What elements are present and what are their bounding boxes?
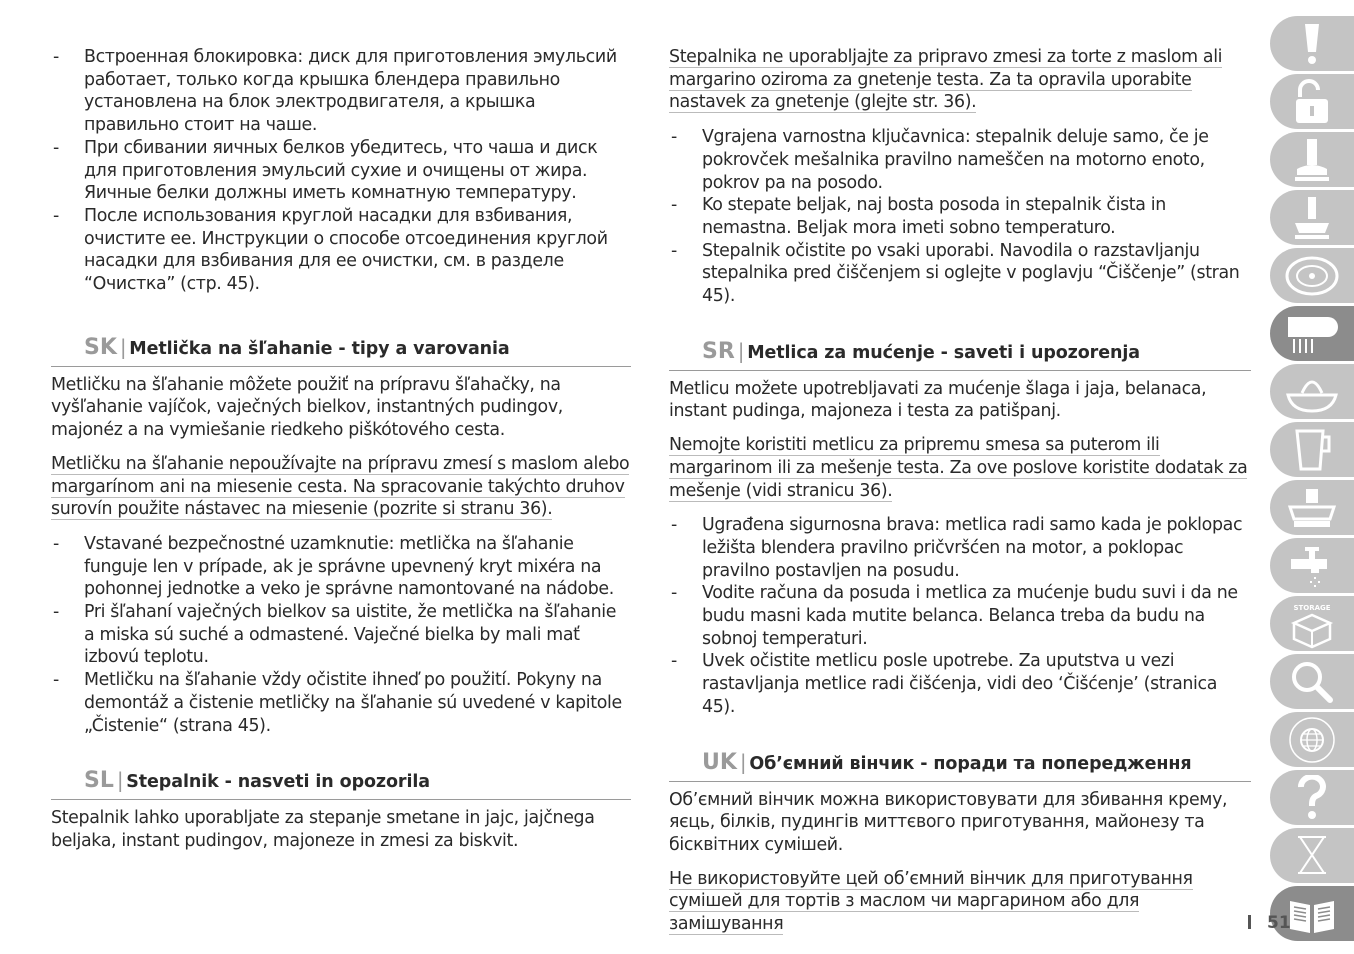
sl-intro: Stepalnik lahko uporabljate za stepanje smetane in jajc, jajčnega beljaka, instant pudingov, majoneze in zmesi za biskvit. bbox=[51, 808, 595, 851]
blender-icon bbox=[1289, 137, 1335, 183]
sl-section-heading: SL | Stepalnik - nasveti in opozorila bbox=[51, 765, 631, 800]
tab-guarantee[interactable] bbox=[1270, 712, 1354, 767]
disc-icon bbox=[1284, 253, 1340, 299]
list-item: - Pri šľahaní vaječných bielkov sa uistite, že metlička na šľahanie a miska sú suché a odmastené. Vaječné bielka by mali mať izbovú teplotu. bbox=[51, 601, 631, 669]
section-title: Об’ємний вінчик - поради та попередження bbox=[749, 753, 1192, 774]
language-code: SK bbox=[84, 334, 117, 360]
warning-line: сумішей для тортів з маслом чи маргарином або для замішування bbox=[669, 891, 1140, 935]
warning-line: margarino oziroma za gnetenje testa. Za ta opravila uporabite bbox=[669, 69, 1192, 90]
whisk-icon bbox=[1282, 311, 1342, 357]
page-number bbox=[1248, 913, 1291, 933]
tab-blender-blade[interactable] bbox=[1270, 190, 1354, 245]
sl-bullet-list bbox=[669, 126, 1251, 308]
sr-section-heading: SR | Metlica za mućenje - saveti i upozorenja bbox=[669, 336, 1251, 371]
sk-intro: Metličku na šľahanie môžete použiť na prípravu šľahačky, na vyšľahanie vajíčok, vaječných bielkov, instantných pudingov, majonéz a na vymiešanie riedkeho piškótového cesta. bbox=[51, 374, 563, 441]
language-code: SR bbox=[702, 338, 735, 364]
uk-warning bbox=[669, 868, 1251, 936]
uk-section-heading: UK | Об’ємний вінчик - поради та попередження bbox=[669, 747, 1251, 782]
book-icon bbox=[1286, 891, 1338, 937]
tap-icon bbox=[1287, 543, 1337, 589]
warning-line: Не використовуйте цей об’ємний вінчик для приготування bbox=[669, 868, 1193, 889]
list-item: - Vgrajena varnostna ključavnica: stepalnik deluje samo, če je pokrovček mešalnika pravilno nameščen na motorno enoto, pokrov pa na posodo. bbox=[669, 126, 1251, 194]
list-item: - Vodite računa da posuda i metlica za mućenje budu suvi i da ne budu masni kada mutite belanca. Belanca treba da budu na sobnoj temperaturi. bbox=[669, 582, 1251, 650]
sk-warning bbox=[51, 453, 631, 521]
section-title: Stepalnik - nasveti in opozorila bbox=[126, 772, 430, 793]
warning-line: Stepalnika ne uporabljajte za pripravo zmesi za torte z maslom ali bbox=[669, 47, 1223, 67]
warning-line: surovín použite nástavec na miesenie (pozrite si stranu 36). bbox=[51, 499, 553, 520]
left-column bbox=[51, 46, 631, 853]
chapter-tabs bbox=[1270, 16, 1354, 944]
warning-line: nastavek za gnetenje (glejte str. 36). bbox=[669, 92, 977, 113]
jug-icon bbox=[1289, 427, 1335, 473]
question-icon bbox=[1295, 775, 1329, 821]
tab-environment[interactable] bbox=[1270, 828, 1354, 883]
tab-disc[interactable] bbox=[1270, 248, 1354, 303]
page-number-divider bbox=[1248, 915, 1251, 929]
list-item: - При сбивании яичных белков убедитесь, что чаша и диск для приготовления эмульсий сухие и очищены от жира. Яичные белки должны иметь комнатную температуру. bbox=[51, 137, 631, 205]
tab-whisk[interactable] bbox=[1270, 306, 1354, 361]
warning-line: margarinom ili za mešenje testa. Za ove poslove koristite dodatak za bbox=[669, 457, 1248, 478]
citrus-press-icon bbox=[1284, 369, 1340, 415]
tab-unlock[interactable] bbox=[1270, 74, 1354, 129]
warning-line: mešenje (vidi stranicu 36). bbox=[669, 480, 893, 501]
tab-cleaning[interactable] bbox=[1270, 538, 1354, 593]
uk-intro: Об’ємний вінчик можна використовувати для збивання крему, яєць, білків, пудингів миттєвого приготування, майонезу та бісквітних сумішей. bbox=[669, 789, 1228, 855]
globe-icon bbox=[1286, 715, 1338, 765]
tab-jug[interactable] bbox=[1270, 422, 1354, 477]
magnifier-icon bbox=[1289, 659, 1335, 705]
hourglass-icon bbox=[1294, 833, 1330, 879]
food-processor-icon bbox=[1284, 485, 1340, 531]
warning-line: Nemojte koristiti metlicu za pripremu smesa sa puterom ili bbox=[669, 435, 1160, 456]
tab-safety[interactable] bbox=[1270, 16, 1354, 71]
list-item: - Vstavané bezpečnostné uzamknutie: metlička na šľahanie funguje len v prípade, ak je správne upevnený kryt mixéra na pohonnej jednotke a veko je správne namontované na nádobe. bbox=[51, 533, 631, 601]
warning-line: Metličku na šľahanie nepoužívajte na prípravu zmesí s maslom alebo bbox=[51, 453, 630, 474]
sr-bullet-list bbox=[669, 514, 1251, 718]
tab-blender[interactable] bbox=[1270, 132, 1354, 187]
unlock-icon bbox=[1292, 79, 1332, 125]
language-code: UK bbox=[702, 749, 737, 775]
storage-box-icon bbox=[1284, 599, 1340, 649]
tab-troubleshooting[interactable] bbox=[1270, 654, 1354, 709]
list-item: - Ugrađena sigurnosna brava: metlica radi samo kada je poklopac ležišta blendera pravilno pričvršćen na motor, a poklopac pravilno postavljen na posudu. bbox=[669, 514, 1251, 582]
tab-questions[interactable] bbox=[1270, 770, 1354, 825]
right-column bbox=[669, 46, 1251, 936]
tab-citrus-press[interactable] bbox=[1270, 364, 1354, 419]
sr-intro: Metlicu možete upotrebljavati za mućenje šlaga i jaja, belanaca, instant pudinga, majoneza i testa za patišpanj. bbox=[669, 378, 1207, 422]
page-number-value: 51 bbox=[1267, 913, 1291, 933]
svg-text:STORAGE: STORAGE bbox=[1293, 603, 1331, 612]
language-code: SL bbox=[84, 768, 114, 794]
section-title: Metlica za mućenje - saveti i upozorenja bbox=[747, 342, 1140, 363]
list-item: - Встроенная блокировка: диск для приготовления эмульсий работает, только когда крышка блендера правильно установлена на блок электродвигателя, а крышка правильно стоит на чаше. bbox=[51, 46, 631, 137]
list-item: - Uvek očistite metlicu posle upotrebe. Za uputstva u vezi rastavljanja metlice radi čišćenja, vidi deo ‘Čišćenje’ (stranica 45). bbox=[669, 650, 1251, 718]
list-item: - Stepalnik očistite po vsaki uporabi. Navodila o razstavljanju stepalnika pred čiščenjem si oglejte v poglavju “Čiščenje” (stran 45). bbox=[669, 240, 1251, 308]
tab-storage[interactable] bbox=[1270, 596, 1354, 651]
sr-warning bbox=[669, 434, 1251, 502]
sk-section-heading: SK | Metlička na šľahanie - tipy a varovania bbox=[51, 332, 631, 367]
sl-warning bbox=[669, 46, 1251, 114]
list-item: - После использования круглой насадки для взбивания, очистите ее. Инструкции о способе отсоединения круглой насадки для взбивания для ее очистки, см. в разделе “Очистка” (стр. 45). bbox=[51, 205, 631, 296]
sk-bullet-list bbox=[51, 533, 631, 737]
ru-bullet-list bbox=[51, 46, 631, 296]
list-item: - Ko stepate beljak, naj bosta posoda in stepalnik čista in nemastna. Beljak mora imeti sobno temperaturo. bbox=[669, 194, 1251, 239]
exclamation-icon bbox=[1297, 22, 1327, 66]
list-item: - Metličku na šľahanie vždy očistite ihneď po použití. Pokyny na demontáž a čistenie metličky na šľahanie sú uvedené v kapitole „Čistenie“ (strana 45). bbox=[51, 669, 631, 737]
warning-line: margarínom ani na miesenie cesta. Na spracovanie takýchto druhov bbox=[51, 476, 625, 497]
blender-blade-icon bbox=[1289, 195, 1335, 241]
tab-food-processor[interactable] bbox=[1270, 480, 1354, 535]
section-title: Metlička na šľahanie - tipy a varovania bbox=[129, 338, 510, 359]
